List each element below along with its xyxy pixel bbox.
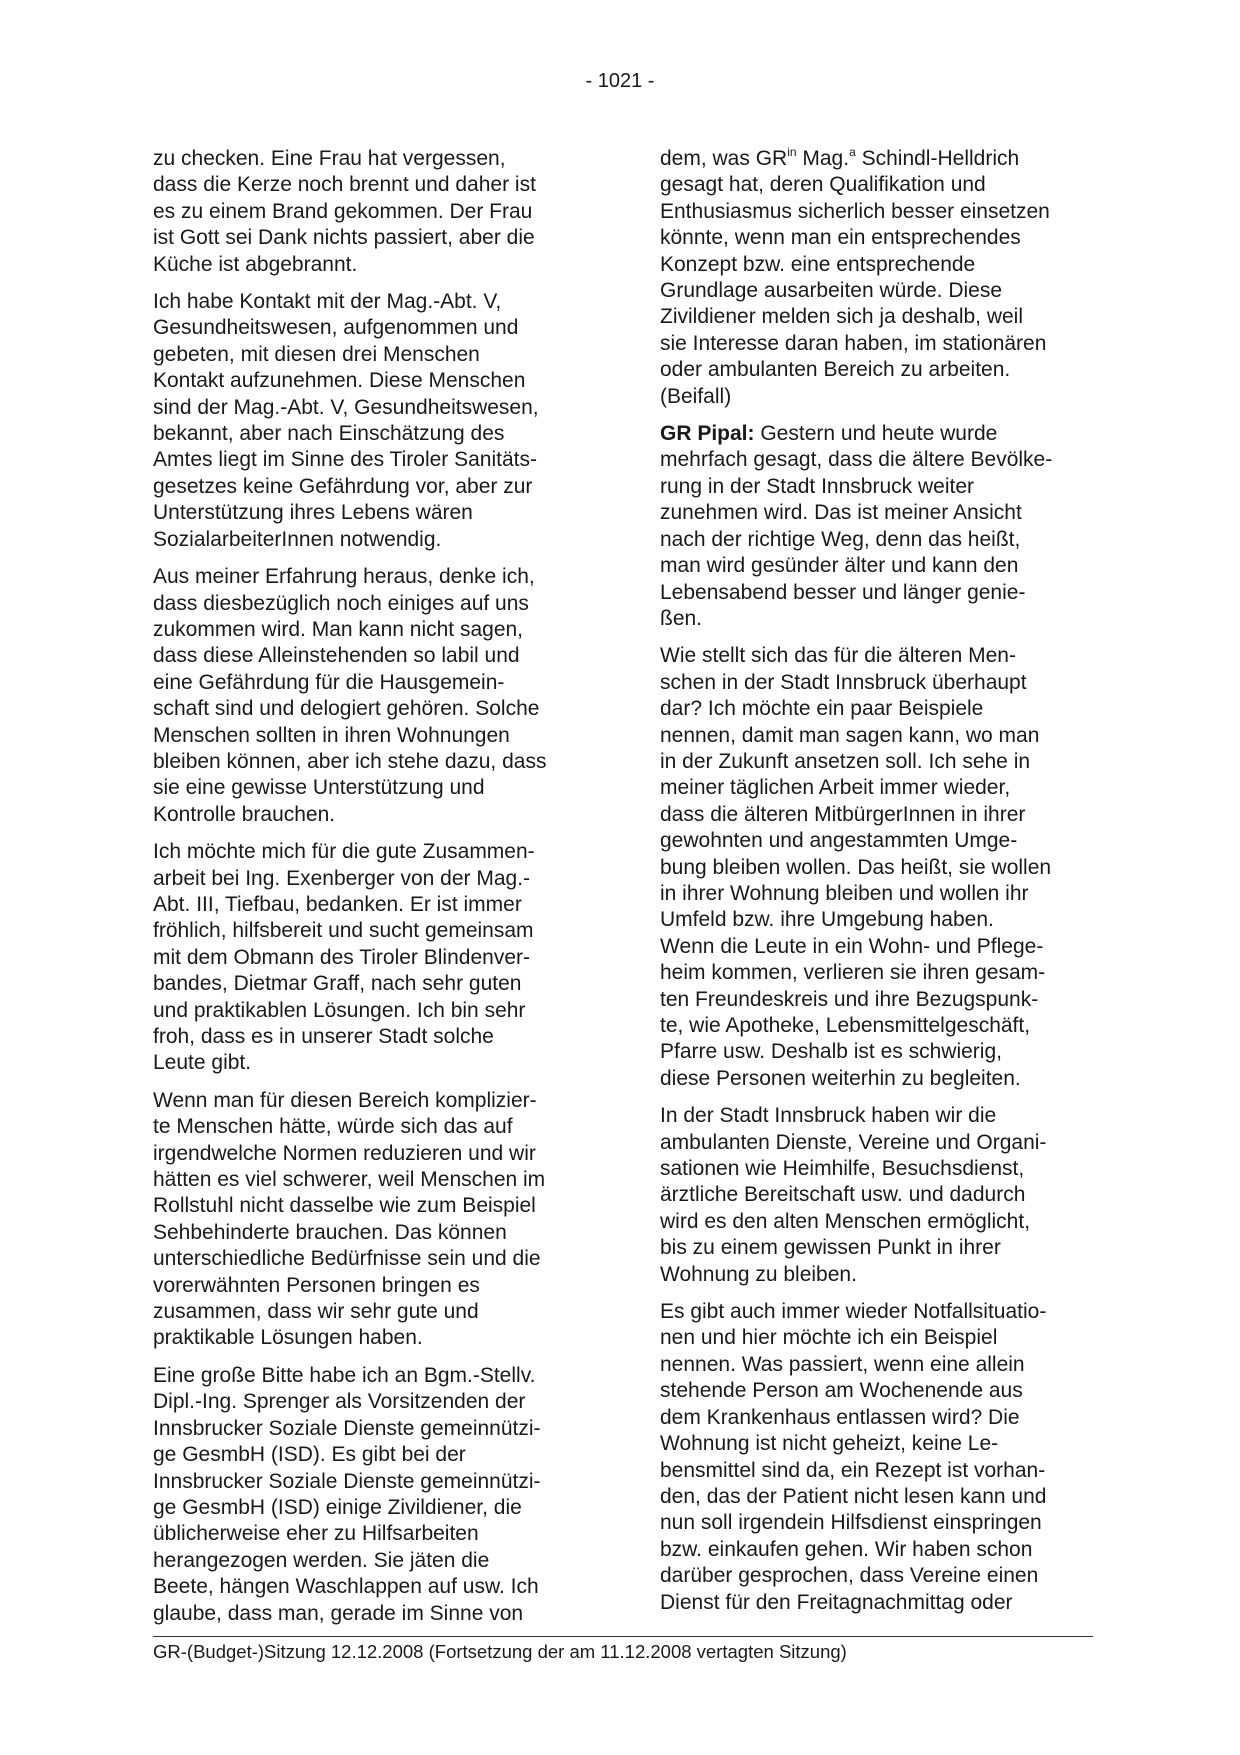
paragraph: zu checken. Eine Frau hat vergessen, dass die Kerze noch brennt und daher ist es zu einem Brand gekommen. Der Frau ist Gott sei Dank nichts passiert, aber die Küche ist abgebrannt. — [153, 147, 536, 276]
paragraph: Ich möchte mich für die gute Zusammen- arbeit bei Ing. Exenberger von der Mag.- Abt. III, Tiefbau, bedanken. Er ist immer fröhlich, hilfsbereit und sucht gemeinsam mit dem Obmann des Tiroler Blindenver- bandes, Dietmar Graff, nach sehr guten und praktikablen Lösungen. Ich bin sehr froh, dass es in unserer Stadt solche Leute gibt. — [153, 840, 535, 1075]
paragraph: Es gibt auch immer wieder Notfallsituatio- nen und hier möchte ich ein Beispiel nennen. Was passiert, wenn eine allein stehende Person am Wochenende aus dem Krankenhaus entlassen wird? Die Wohnung ist nicht geheizt, keine Le- bensmittel sind da, ein Rezept ist vorhan- den, das der Patient nicht lesen kann und nun soll irgendein Hilfsdienst einspringen bzw. einkaufen gehen. Wir haben schon darüber gesprochen, dass Vereine einen Dienst für den Freitagnachmittag oder — [660, 1300, 1047, 1614]
paragraph: Wie stellt sich das für die älteren Men- schen in der Stadt Innsbruck überhaupt dar? Ich möchte ein paar Beispiele nennen, damit man sagen kann, wo man in der Zukunft ansetzen soll. Ich sehe in meiner täglichen Arbeit immer wieder, dass die älteren MitbürgerInnen in ihrer gewohnten und angestammten Umge- bung bleiben wollen. Das heißt, sie wollen in ihrer Wohnung bleiben und wollen ihr Umfeld bzw. ihre Umgebung haben. Wenn die Leute in ein Wohn- und Pflege- heim kommen, verlieren sie ihren gesam- ten Freundeskreis und ihre Bezugspunk- te, wie Apotheke, Lebensmittelgeschäft, Pfarre usw. Deshalb ist es schwierig, diese Personen weiterhin zu begleiten. — [660, 644, 1052, 1090]
right-column — [660, 146, 1094, 1627]
text-run: Gestern und heute wurde mehrfach gesagt, dass die ältere Bevölke- rung in der Stadt Innsbruck weiter zunehmen wird. Das ist meiner Ansicht nach der richtige Weg, denn das heißt, man wird gesünder älter und kann den Lebensabend besser und länger genie- ßen. — [660, 422, 1053, 630]
speaker-name: GR Pipal: — [660, 422, 755, 446]
page-number: - 1021 - — [585, 70, 655, 92]
paragraph: Aus meiner Erfahrung heraus, denke ich, dass diesbezüglich noch einiges auf uns zukommen wird. Man kann nicht sagen, dass diese Alleinstehenden so labil und eine Gefährdung für die Hausgemein- schaft sind und delogiert gehören. Solche Menschen sollten in ihren Wohnungen bleiben können, aber ich stehe dazu, dass sie eine gewisse Unterstützung und Kontrolle brauchen. — [153, 565, 547, 826]
text-run: Mag. — [796, 147, 850, 170]
paragraph: Ich habe Kontakt mit der Mag.-Abt. V, Gesundheitswesen, aufgenommen und gebeten, mit diesen drei Menschen Kontakt aufzunehmen. Diese Menschen sind der Mag.-Abt. V, Gesundheitswesen, bekannt, aber nach Einschätzung des Amtes liegt im Sinne des Tiroler Sanitäts- gesetzes keine Gefährdung vor, aber zur Unterstützung ihres Lebens wären SozialarbeiterInnen notwendig. — [153, 290, 539, 551]
speaker-paragraph — [660, 421, 1094, 632]
page-footer: GR-(Budget-)Sitzung 12.12.2008 (Fortsetzung der am 11.12.2008 vertagten Sitzung) — [153, 1641, 847, 1662]
paragraph: In der Stadt Innsbruck haben wir die ambulanten Dienste, Vereine und Organi- sationen wie Heimhilfe, Besuchsdienst, ärztliche Bereitschaft usw. und dadurch wird es den alten Menschen ermöglicht, bis zu einem gewissen Punkt in ihrer Wohnung zu bleiben. — [660, 1104, 1047, 1286]
superscript: a — [849, 145, 856, 159]
paragraph — [660, 146, 1094, 410]
text-run: Schindl-Helldrich gesagt hat, deren Qualifikation und Enthusiasmus sicherlich besser einsetzen könnte, wenn man ein entsprechendes Konzept bzw. eine entsprechende Grundlage ausarbeiten würde. Diese Zivildiener melden sich ja deshalb, weil sie Interesse daran haben, im stationären oder ambulanten Bereich zu arbeiten. (Beifall) — [660, 147, 1050, 408]
superscript: in — [787, 145, 797, 159]
footer-divider — [153, 1636, 1093, 1637]
paragraph: Wenn man für diesen Bereich komplizier- te Menschen hätte, würde sich das auf irgendwelche Normen reduzieren und wir hätten es viel schwerer, weil Menschen im Rollstuhl nicht dasselbe wie zum Beispiel Sehbehinderte brauchen. Das können unterschiedliche Bedürfnisse sein und die vorerwähnten Personen bringen es zusammen, dass wir sehr gute und praktikable Lösungen haben. — [153, 1088, 546, 1350]
text-run: dem, was GR — [660, 147, 788, 170]
paragraph: Eine große Bitte habe ich an Bgm.-Stellv. Dipl.-Ing. Sprenger als Vorsitzenden der Innsbrucker Soziale Dienste gemeinnützi- ge GesmbH (ISD). Es gibt bei der Innsbrucker Soziale Dienste gemeinnützi- ge GesmbH (ISD) einige Zivildiener, die üblicherweise eher zu Hilfsarbeiten herangezogen werden. Sie jäten die Beete, hängen Waschlappen auf usw. Ich glaube, dass man, gerade im Sinne von — [153, 1363, 541, 1625]
left-column — [153, 146, 587, 1638]
